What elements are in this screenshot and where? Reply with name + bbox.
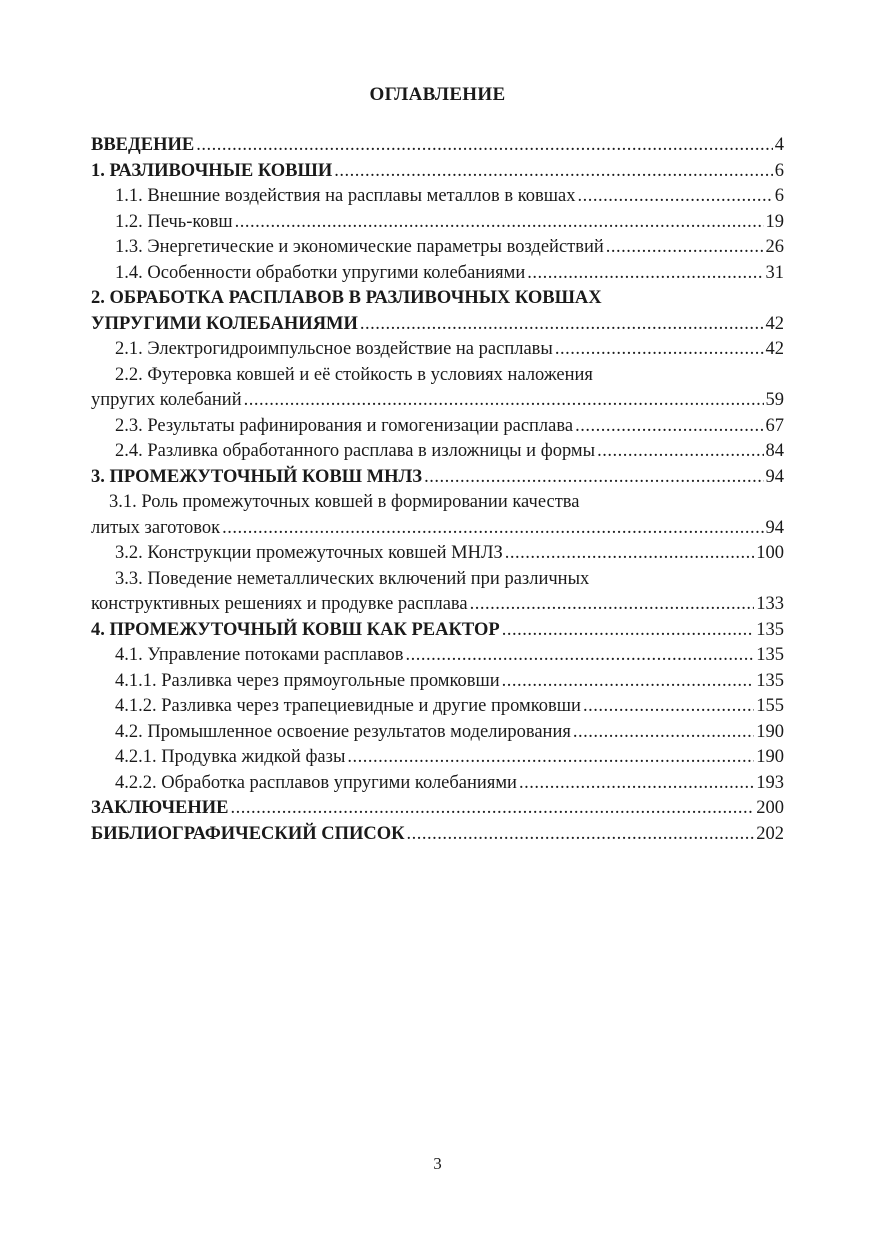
toc-entry-text: БИБЛИОГРАФИЧЕСКИЙ СПИСОК: [91, 823, 405, 844]
toc-entry-4-2[interactable]: [91, 720, 784, 746]
toc-page-number: 202: [756, 823, 784, 844]
toc-page-number: 133: [756, 594, 784, 614]
toc-entry-text: упругих колебаний: [91, 390, 242, 410]
toc-leader: [502, 618, 755, 644]
toc-entry-text: 4.1.1. Разливка через прямоугольные промковши: [115, 670, 500, 691]
toc-leader: [606, 235, 764, 261]
toc-leader: [555, 337, 764, 363]
toc-leader: [407, 822, 755, 848]
toc-leader: [222, 516, 763, 542]
toc-entry-bibliography[interactable]: [91, 822, 784, 848]
toc-leader: [347, 745, 754, 771]
toc-entry-text: 2. ОБРАБОТКА РАСПЛАВОВ В РАЗЛИВОЧНЫХ КОВШАХ: [91, 288, 602, 308]
toc-leader: [235, 210, 764, 236]
toc-entry-chapter-2-line1[interactable]: [91, 286, 784, 312]
toc-entry-text: 1. РАЗЛИВОЧНЫЕ КОВШИ: [91, 160, 333, 181]
toc-leader: [519, 771, 754, 797]
toc-entry-text: 4.2.2. Обработка расплавов упругими колебаниями: [115, 772, 517, 793]
toc-entry-text: 2.4. Разливка обработанного расплава в изложницы и формы: [115, 441, 596, 461]
toc-entry-2-1[interactable]: [91, 337, 784, 363]
toc-entry-text: 2.3. Результаты рафинирования и гомогенизации расплава: [115, 415, 574, 436]
page-number: 3: [433, 1154, 442, 1173]
toc-page-number: 94: [765, 517, 784, 538]
toc-page-number: 42: [765, 313, 784, 334]
toc-entry-text: 1.2. Печь-ковш: [115, 211, 233, 232]
toc-page-number: 26: [765, 237, 784, 257]
toc-entry-text: 1.3. Энергетические и экономические параметры воздействий: [115, 237, 604, 257]
toc-page-number: 4: [774, 135, 784, 155]
toc-entry-2-2-line2[interactable]: [91, 388, 784, 414]
toc-leader: [577, 184, 772, 210]
toc-leader: [573, 720, 754, 746]
toc-entry-text: 3.2. Конструкции промежуточных ковшей МНЛЗ: [115, 543, 503, 563]
toc-entry-2-3[interactable]: [91, 414, 784, 440]
toc-page-number: 135: [756, 619, 784, 640]
toc-entry-chapter-2-line2[interactable]: [91, 312, 784, 338]
toc-entry-4-1-2[interactable]: [91, 694, 784, 720]
toc-entry-text: 3.3. Поведение неметаллических включений при различных: [115, 568, 590, 589]
toc-page-number: 190: [756, 747, 784, 767]
toc-entry-1-1[interactable]: [91, 184, 784, 210]
toc-entry-3-1-line1[interactable]: [91, 490, 784, 516]
toc-page-number: 100: [756, 543, 784, 563]
toc-leader: [583, 694, 754, 720]
toc-leader: [406, 643, 755, 669]
toc-entry-text: 4.2. Промышленное освоение результатов моделирования: [115, 721, 571, 742]
toc-page-number: 19: [765, 211, 784, 232]
toc-entry-text: 2.1. Электрогидроимпульсное воздействие на расплавы: [115, 339, 553, 359]
toc-page-number: 94: [765, 466, 784, 487]
toc-page-number: 59: [765, 390, 784, 410]
toc-entry-4-2-2[interactable]: [91, 771, 784, 797]
toc-leader: [244, 388, 764, 414]
page-title: ОГЛАВЛЕНИЕ: [369, 84, 506, 105]
toc-entry-text: ВВЕДЕНИЕ: [91, 135, 195, 155]
table-of-contents: [91, 133, 784, 847]
toc-entry-2-2-line1[interactable]: [91, 363, 784, 389]
toc-page-number: 67: [765, 415, 784, 436]
toc-entry-text: 4. ПРОМЕЖУТОЧНЫЙ КОВШ КАК РЕАКТОР: [91, 619, 500, 640]
toc-entry-3-1-line2[interactable]: [91, 516, 784, 542]
toc-entry-1-3[interactable]: [91, 235, 784, 261]
toc-entry-text: конструктивных решениях и продувке расплава: [91, 594, 468, 614]
toc-leader: [575, 414, 763, 440]
toc-entry-1-4[interactable]: [91, 261, 784, 287]
toc-page-number: 193: [756, 772, 784, 793]
toc-entry-text: 3. ПРОМЕЖУТОЧНЫЙ КОВШ МНЛЗ: [91, 466, 423, 487]
toc-entry-chapter-1[interactable]: [91, 159, 784, 185]
toc-page-number: 190: [756, 721, 784, 742]
toc-leader: [505, 541, 754, 567]
toc-page-number: 155: [756, 696, 784, 716]
toc-page-number: 42: [765, 339, 784, 359]
toc-leader: [502, 669, 755, 695]
toc-leader: [360, 312, 764, 338]
toc-entry-conclusion[interactable]: [91, 796, 784, 822]
toc-leader: [470, 592, 755, 618]
toc-entry-4-2-1[interactable]: [91, 745, 784, 771]
toc-entry-text: ЗАКЛЮЧЕНИЕ: [91, 798, 229, 818]
toc-page-number: 6: [774, 186, 784, 206]
toc-entry-4-1-1[interactable]: [91, 669, 784, 695]
toc-leader: [424, 465, 763, 491]
toc-entry-text: 4.1.2. Разливка через трапециевидные и другие промковши: [115, 696, 581, 716]
toc-page-number: 135: [756, 670, 784, 691]
toc-entry-chapter-3[interactable]: [91, 465, 784, 491]
toc-entry-4-1[interactable]: [91, 643, 784, 669]
toc-entry-3-3-line2[interactable]: [91, 592, 784, 618]
toc-entry-3-3-line1[interactable]: [91, 567, 784, 593]
toc-page-number: 84: [765, 441, 784, 461]
toc-entry-text: 1.4. Особенности обработки упругими колебаниями: [115, 262, 526, 283]
toc-leader: [527, 261, 763, 287]
toc-entry-1-2[interactable]: [91, 210, 784, 236]
toc-leader: [334, 159, 773, 185]
toc-entry-text: УПРУГИМИ КОЛЕБАНИЯМИ: [91, 313, 358, 334]
toc-entry-text: 3.1. Роль промежуточных ковшей в формировании качества: [109, 492, 580, 512]
toc-entry-text: 1.1. Внешние воздействия на расплавы металлов в ковшах: [115, 186, 576, 206]
toc-page-number: 31: [765, 262, 784, 283]
toc-entry-2-4[interactable]: [91, 439, 784, 465]
toc-leader: [597, 439, 763, 465]
toc-page-number: 6: [774, 160, 784, 181]
toc-entry-introduction[interactable]: [91, 133, 784, 159]
toc-leader: [196, 133, 773, 159]
toc-page-number: 135: [756, 645, 784, 665]
toc-entry-text: 2.2. Футеровка ковшей и её стойкость в условиях наложения: [115, 364, 593, 385]
toc-entry-chapter-4[interactable]: [91, 618, 784, 644]
toc-page-number: 200: [756, 798, 784, 818]
toc-leader: [231, 796, 755, 822]
toc-entry-text: 4.2.1. Продувка жидкой фазы: [115, 747, 346, 767]
toc-entry-text: 4.1. Управление потоками расплавов: [115, 645, 404, 665]
toc-entry-3-2[interactable]: [91, 541, 784, 567]
toc-entry-text: литых заготовок: [91, 517, 221, 538]
